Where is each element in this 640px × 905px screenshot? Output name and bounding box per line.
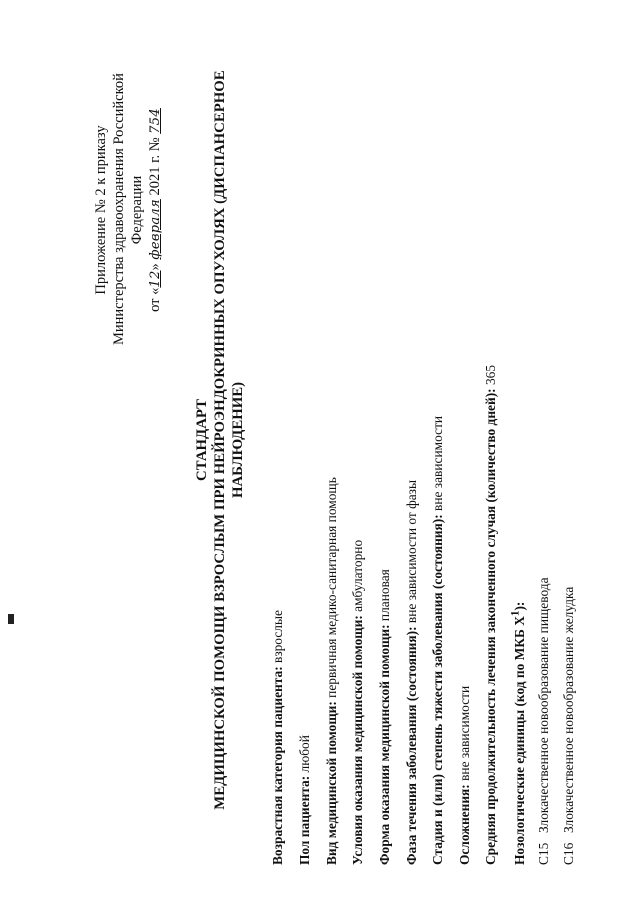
nosology-heading	[510, 602, 528, 865]
nosology-label-end: ):	[512, 601, 528, 611]
icd-code: C15	[536, 842, 551, 865]
handwritten-number: 754	[148, 108, 163, 134]
param-label: Возрастная категория пациента:	[270, 666, 285, 865]
icd-code-row	[561, 587, 577, 865]
appendix-line-1: Приложение № 2 к приказу	[93, 125, 109, 295]
param-value: вне зависимости	[457, 685, 472, 785]
icd-code-row	[536, 577, 552, 865]
param-label: Вид медицинской помощи:	[324, 701, 339, 865]
param-label: Осложнения:	[457, 784, 472, 865]
param-label: Средняя продолжительность лечения законченного случая (количество дней):	[483, 388, 498, 865]
param-label: Форма оказания медицинской помощи:	[377, 624, 392, 865]
param-value: 365	[483, 364, 498, 389]
nosology-footnote-mark: 1	[510, 610, 522, 617]
title-heading: СТАНДАРТ	[194, 399, 210, 481]
param-complications	[457, 686, 473, 865]
param-value: амбулаторно	[350, 539, 365, 616]
document-title	[193, 55, 247, 825]
scan-mark	[8, 614, 14, 624]
param-care-form	[377, 569, 393, 865]
handwritten-month: февраля	[148, 199, 163, 260]
param-duration	[483, 365, 499, 865]
icd-name: Злокачественное новообразование желудка	[561, 586, 576, 833]
param-sex	[297, 735, 313, 865]
appendix-line-2: Министерства здравоохранения Российской	[111, 73, 127, 345]
date-quote-close: »	[147, 263, 163, 271]
appendix-date-line	[146, 75, 165, 345]
param-label: Стадия и (или) степень тяжести заболевания (состояния):	[430, 514, 445, 865]
param-value: вне зависимости	[430, 415, 445, 515]
param-value: любой	[297, 735, 312, 776]
title-line-2: НАБЛЮДЕНИЕ)	[230, 381, 246, 499]
handwritten-day: 12	[148, 270, 163, 288]
param-age	[270, 610, 286, 865]
date-year: 2021 г. №	[147, 137, 163, 196]
appendix-block	[92, 75, 165, 345]
param-label: Пол пациента:	[297, 775, 312, 865]
param-label: Фаза течения заболевания (состояния):	[404, 626, 419, 865]
param-value: взрослые	[270, 610, 285, 667]
param-label: Условия оказания медицинской помощи:	[350, 615, 365, 865]
icd-name: Злокачественное новообразование пищевода	[536, 577, 551, 833]
date-prefix: от «	[147, 287, 163, 312]
param-stage	[430, 416, 446, 865]
param-care-conditions	[350, 540, 366, 865]
title-line-1: МЕДИЦИНСКОЙ ПОМОЩИ ВЗРОСЛЫМ ПРИ НЕЙРОЭНДОКРИННЫХ ОПУХОЛЯХ (ДИСПАНСЕРНОЕ	[212, 70, 228, 810]
param-care-type	[324, 477, 340, 865]
nosology-label: Нозологические единицы (код по МКБ X	[512, 616, 528, 865]
appendix-line-3: Федерации	[129, 175, 145, 245]
param-phase	[404, 480, 420, 865]
param-value: первичная медико-санитарная помощь	[324, 477, 339, 702]
param-value: вне зависимости от фазы	[404, 480, 419, 627]
param-value: плановая	[377, 569, 392, 625]
icd-code: C16	[561, 842, 576, 865]
